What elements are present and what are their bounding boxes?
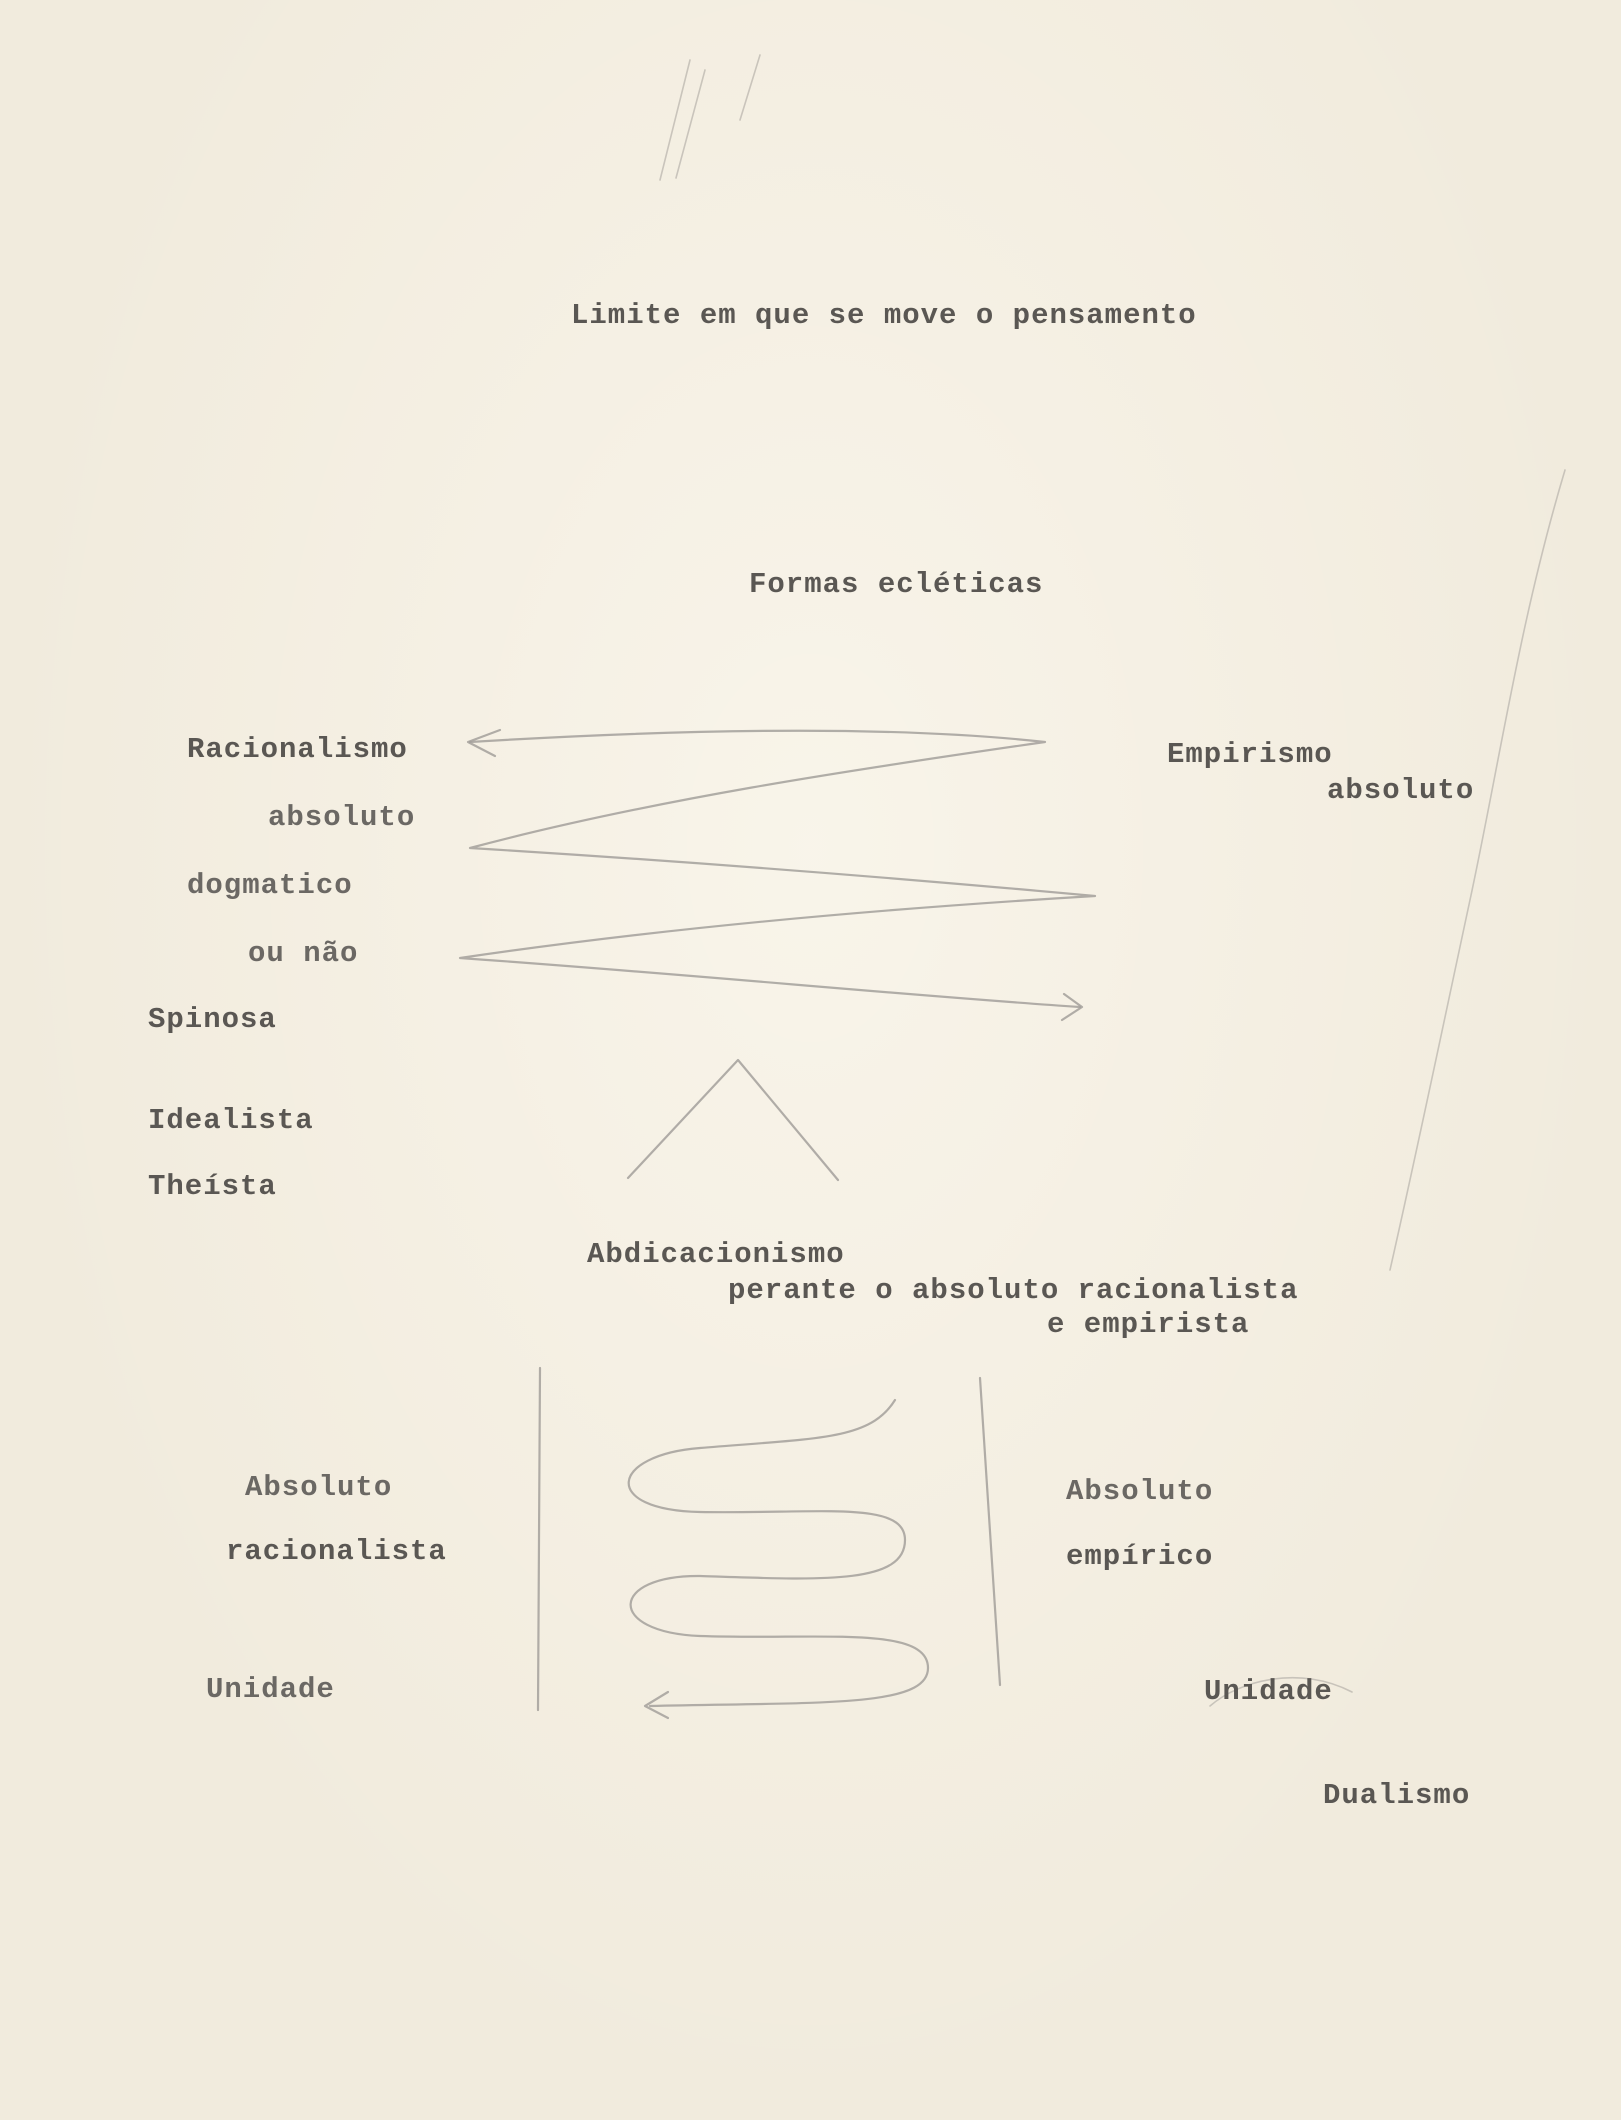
chevron-mark: [628, 1060, 838, 1180]
left-dogmatico: dogmatico: [187, 869, 353, 902]
center-abdicacionismo: Abdicacionismo: [587, 1238, 845, 1271]
vertical-line-left: [538, 1368, 540, 1710]
arrowhead-left-top: [468, 730, 500, 756]
right-absoluto: absoluto: [1327, 774, 1475, 807]
bottom-left-unidade: Unidade: [206, 1673, 335, 1706]
margin-stroke: [1390, 470, 1565, 1270]
vertical-line-right: [980, 1378, 1000, 1685]
bottom-right-empirico: empírico: [1066, 1540, 1214, 1573]
left-theista: Theísta: [148, 1170, 277, 1203]
bottom-left-absoluto: Absoluto: [245, 1471, 393, 1504]
top-faint-marks: [660, 55, 760, 180]
page-subtitle: Formas ecléticas: [749, 568, 1044, 601]
bottom-right-dualismo: Dualismo: [1323, 1779, 1471, 1812]
serpentine-arrow: [629, 1400, 928, 1706]
left-racionalismo: Racionalismo: [187, 733, 408, 766]
left-spinosa: Spinosa: [148, 1003, 277, 1036]
left-ou-nao: ou não: [248, 937, 359, 970]
bottom-right-absoluto: Absoluto: [1066, 1475, 1214, 1508]
bottom-left-racionalista: racionalista: [226, 1535, 447, 1568]
left-absoluto: absoluto: [268, 801, 416, 834]
bottom-right-unidade: Unidade: [1204, 1675, 1333, 1708]
page-title: Limite em que se move o pensamento: [571, 299, 1197, 332]
center-empirista: e empirista: [1047, 1308, 1250, 1341]
left-idealista: Idealista: [148, 1104, 314, 1137]
center-perante: perante o absoluto racionalista: [728, 1274, 1299, 1307]
zigzag-arrow: [460, 731, 1095, 1007]
right-empirismo: Empirismo: [1167, 738, 1333, 771]
